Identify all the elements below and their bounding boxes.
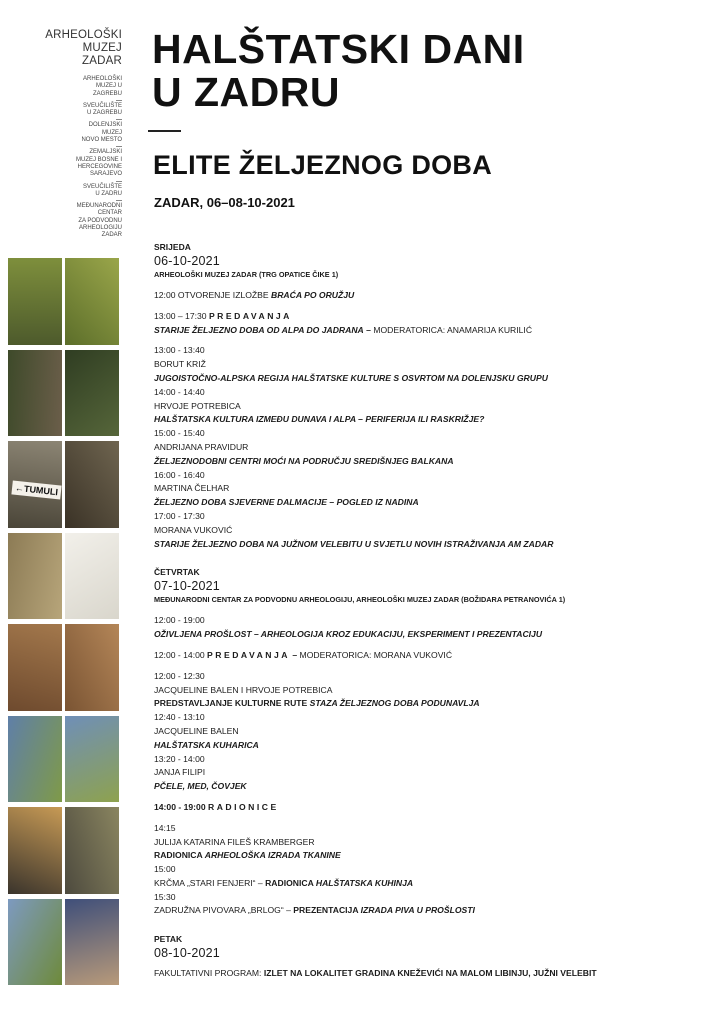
text-segment: 13:00 – 17:30 [154, 310, 209, 321]
program-line [154, 739, 694, 753]
program-block [154, 310, 694, 338]
partner-line: MUZEJ [102, 129, 122, 136]
text-segment: JULIJA KATARINA FILEŠ KRAMBERGER [154, 836, 315, 847]
weekday: PETAK [154, 934, 183, 945]
photo-woods-person [8, 350, 62, 437]
organizer-line: ZADAR [82, 55, 122, 67]
program-block [154, 344, 694, 551]
program-line [154, 372, 694, 386]
program-line [154, 711, 694, 725]
photo-basket-beans [65, 258, 119, 345]
photo-hills-landscape [65, 716, 119, 803]
photo-bread-bowl [8, 807, 62, 894]
organizer-line: MUZEJ [82, 42, 122, 54]
partner-line: HERCEGOVINE [77, 163, 122, 170]
partner-line: ZEMALJSKI [89, 149, 122, 156]
text-segment: IZLET NA LOKALITET GRADINA KNEŽEVIĆI NA MALOM LIBINJU, JUŽNI VELEBIT [263, 968, 597, 979]
text-segment: 15:00 [154, 864, 176, 875]
program-line [154, 441, 694, 455]
photo-green-beans [8, 258, 62, 345]
text-segment: KRČMA „STARI FENJERI“ – [154, 877, 266, 888]
text-segment: IZRADA PIVA U PROŠLOSTI [360, 905, 475, 916]
program-line [154, 697, 694, 711]
program-line [154, 628, 694, 642]
program-line [154, 614, 694, 628]
page-title [152, 28, 525, 114]
program-block [154, 649, 694, 663]
program-line [154, 510, 694, 524]
program-line [154, 670, 694, 684]
program-block [154, 822, 694, 919]
text-segment: JACQUELINE BALEN [154, 725, 239, 736]
program-block [154, 801, 694, 815]
text-segment: HRVOJE POTREBICA [154, 400, 241, 411]
text-segment: STARIJE ŽELJEZNO DOBA NA JUŽNOM VELEBITU U SVJETLU NOVIH ISTRAŽIVANJA AM ZADAR [154, 538, 554, 549]
program-line [154, 482, 694, 496]
partner-line: SARAJEVO [89, 171, 122, 178]
partner-divider [116, 146, 122, 147]
program-line [154, 386, 694, 400]
partner-divider [116, 181, 122, 182]
text-segment: 15:00 - 15:40 [154, 428, 205, 439]
program-line [154, 684, 694, 698]
text-segment: 12:00 - 14:00 [154, 649, 208, 660]
weekday: ČETVRTAK [154, 567, 200, 578]
partner-list [40, 76, 122, 242]
program-line [154, 849, 694, 863]
organizer-logo [40, 29, 122, 68]
program [154, 241, 694, 996]
program-line [154, 427, 694, 441]
text-segment: ZADRUŽNA PIVOVARA „BRLOG“ – [154, 905, 294, 916]
text-segment: RADIONICA [154, 850, 205, 861]
text-segment: – [363, 324, 374, 335]
partner-line: MEĐUNARODNI [76, 203, 122, 210]
venue: MEĐUNARODNI CENTAR ZA PODVODNU ARHEOLOGIJU, ARHEOLOŠKI MUZEJ ZADAR (BOŽIDARA PETRANOVIĆA 1) [154, 595, 566, 605]
partner-divider [116, 119, 122, 120]
program-line [154, 753, 694, 767]
photo-tumuli-sign [8, 441, 62, 528]
text-segment: ŽELJEZNODOBNI CENTRI MOĆI NA PODRUČJU SREDIŠNJEG BALKANA [154, 455, 454, 466]
photo-hills-sheep [8, 716, 62, 803]
partner-divider [116, 200, 122, 201]
date: 07-10-2021 [154, 579, 220, 594]
text-segment: JUGOISTOČNO-ALPSKA REGIJA HALŠTATSKE KULTURE S OSVRTOM NA DOLENJSKU GRUPU [154, 372, 548, 383]
photo-green-hills [8, 899, 62, 986]
text-segment: JACQUELINE BALEN I HRVOJE POTREBICA [154, 684, 333, 695]
partner-divider [116, 100, 122, 101]
text-segment: RADIONICE [207, 801, 279, 812]
partner-item [40, 122, 122, 147]
program-line [154, 496, 694, 510]
text-segment: 12:00 - 19:00 [154, 615, 205, 626]
program-block [154, 614, 694, 642]
partner-line: U ZADRU [95, 190, 122, 197]
partner-line: MUZEJ U [96, 83, 122, 90]
text-segment: PREDAVANJA [208, 310, 292, 321]
text-segment: – [289, 649, 300, 660]
text-segment: PČELE, MED, ČOVJEK [154, 781, 247, 792]
venue: ARHEOLOŠKI MUZEJ ZADAR (TRG OPATICE ČIKE 1) [154, 270, 339, 279]
text-segment: 12:00 - 12:30 [154, 670, 205, 681]
partner-item [40, 149, 122, 181]
partner-item [40, 203, 122, 239]
program-line [154, 725, 694, 739]
text-segment: 12:00 OTVORENJE IZLOŽBE [154, 290, 272, 300]
photo-grid [8, 258, 119, 985]
partner-line: ZADAR [101, 232, 122, 239]
program-line [154, 310, 694, 324]
text-segment: FAKULTATIVNI PROGRAM: [154, 968, 264, 979]
weekday: SRIJEDA [154, 242, 191, 252]
text-segment: STAZA ŽELJEZNOG DOBA PODUNAVLJA [309, 698, 480, 709]
text-segment: ANDRIJANA PRAVIDUR [154, 441, 249, 452]
text-segment: MORANA VUKOVIĆ [154, 524, 233, 535]
program-line [154, 538, 694, 552]
text-segment: HALŠTATSKA KULTURA IZMEĐU DUNAVA I ALPA – PERIFERIJA ILI RASKRIŽJE? [154, 414, 485, 425]
day-section [154, 933, 694, 981]
program-line [154, 289, 694, 303]
text-segment: ARHEOLOŠKA IZRADA TKANINE [204, 850, 341, 861]
text-segment: 14:00 - 19:00 [154, 801, 208, 812]
text-segment: BRAĆA PO ORUŽJU [271, 290, 355, 300]
photo-excavation-aerial [8, 533, 62, 620]
program-line [154, 344, 694, 358]
date: 06-10-2021 [154, 254, 220, 268]
text-segment: JANJA FILIPI [154, 767, 206, 778]
program-line [154, 780, 694, 794]
text-segment: PREZENTACIJA [293, 905, 361, 916]
text-segment: STARIJE ŽELJEZNO DOBA OD ALPA DO JADRANA [154, 324, 364, 335]
text-segment: PREDSTAVLJANJE KULTURNE RUTE [154, 698, 310, 709]
text-segment: 14:00 - 14:40 [154, 386, 205, 397]
partner-line: SVEUČILIŠTE [82, 102, 122, 109]
photo-forest [65, 350, 119, 437]
program-line [154, 891, 694, 905]
program-line [154, 822, 694, 836]
partner-line: ZA PODVODNU [78, 217, 122, 224]
partner-line: ARHEOLOŠKI [82, 76, 122, 82]
organizer-line: ARHEOLOŠKI [45, 29, 122, 41]
program-line [154, 649, 694, 663]
text-segment: 17:00 - 17:30 [154, 510, 205, 521]
program-line [154, 524, 694, 538]
program-block [154, 289, 694, 303]
text-segment: 13:20 - 14:00 [154, 753, 205, 764]
partner-line: MUZEJ BOSNE I [75, 156, 122, 163]
sign-text: ←TUMULI [11, 480, 61, 499]
place-and-dates: ZADAR, 06–08-10-2021 [154, 195, 295, 210]
program-line [154, 967, 694, 981]
program-line [154, 877, 694, 891]
text-segment: OŽIVLJENA PROŠLOST – ARHEOLOGIJA KROZ EDUKACIJU, EKSPERIMENT I PREZENTACIJU [154, 629, 543, 640]
program-line [154, 836, 694, 850]
program-line [154, 469, 694, 483]
text-segment: HALŠTATSKA KUHARICA [154, 739, 259, 750]
partner-line: NOVO MESTO [81, 137, 122, 144]
program-line [154, 904, 694, 918]
text-segment: MARTINA ČELHAR [154, 483, 230, 494]
partner-item [40, 76, 122, 101]
day-section [154, 241, 694, 551]
program-line [154, 766, 694, 780]
photo-horse-rider-drawing [65, 533, 119, 620]
text-segment: 12:40 - 13:10 [154, 712, 205, 723]
program-line [154, 863, 694, 877]
text-segment: ŽELJEZNO DOBA SJEVERNE DALMACIJE – POGLED IZ NADINA [154, 497, 419, 508]
program-block [154, 670, 694, 794]
photo-tree-trunk [65, 441, 119, 528]
photo-woman-weaving [65, 807, 119, 894]
text-segment: 16:00 - 16:40 [154, 469, 205, 480]
program-line [154, 358, 694, 372]
text-segment: MODERATORICA: ANAMARIJA KURILIĆ [373, 324, 533, 335]
partner-line: DOLENJSKI [88, 122, 122, 129]
program-line [154, 413, 694, 427]
text-segment: HALŠTATSKA KUHINJA [315, 877, 414, 888]
partner-line: U ZAGREBU [86, 110, 122, 117]
program-line [154, 801, 694, 815]
date: 08-10-2021 [154, 946, 220, 961]
partner-line: CENTAR [97, 210, 122, 217]
photo-hands-crafting [65, 899, 119, 986]
text-segment: PREDAVANJA [207, 649, 290, 660]
title-line: HALŠTATSKI DANI [152, 26, 525, 72]
text-segment: BORUT KRIŽ [154, 359, 206, 370]
partner-line: SVEUČILIŠTE [82, 183, 122, 190]
partner-item [40, 184, 122, 202]
text-segment: 14:15 [154, 822, 176, 833]
divider [148, 130, 181, 132]
photo-excavation-workers [8, 624, 62, 711]
text-segment: MODERATORICA: MORANA VUKOVIĆ [299, 649, 453, 660]
title-line: U ZADRU [152, 69, 340, 115]
program-line [154, 455, 694, 469]
program-line [154, 400, 694, 414]
program-line [154, 324, 694, 338]
text-segment: 13:00 - 13:40 [154, 345, 205, 356]
partner-line: ZAGREBU [92, 90, 122, 97]
partner-line: ARHEOLOGIJU [78, 225, 122, 232]
text-segment: 15:30 [154, 891, 176, 902]
text-segment: RADIONICA [265, 877, 316, 888]
partner-item [40, 103, 122, 121]
day-section [154, 566, 694, 918]
photo-soil-hands [65, 624, 119, 711]
program-block [154, 967, 694, 981]
subtitle: ELITE ŽELJEZNOG DOBA [153, 150, 493, 180]
